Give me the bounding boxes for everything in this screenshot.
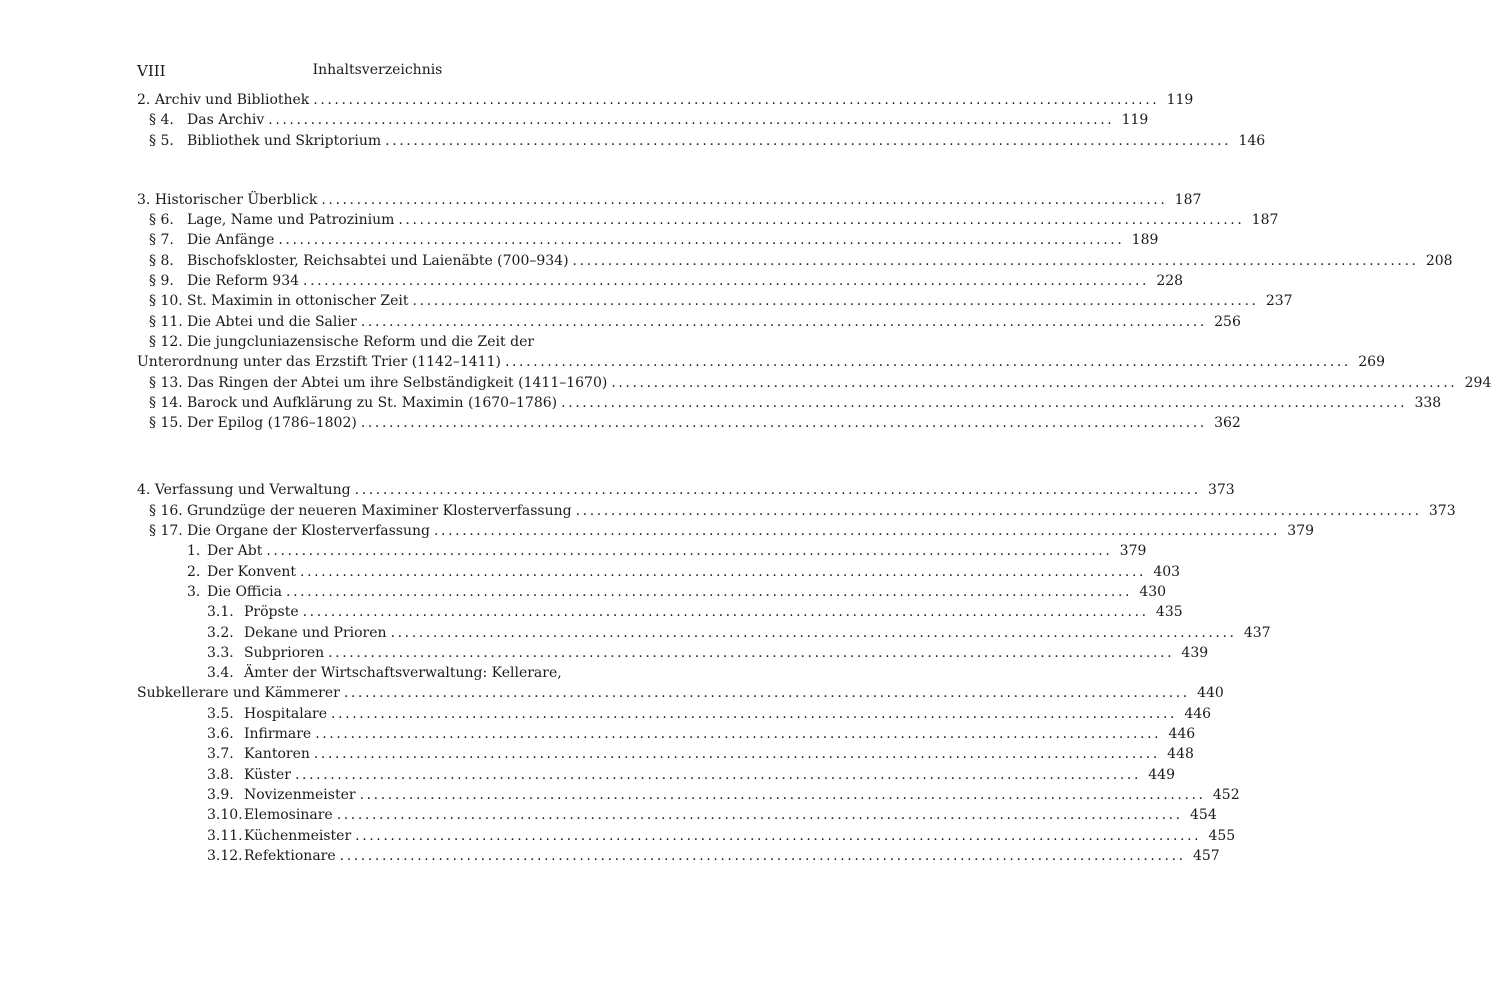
entry-number: 3.12. bbox=[207, 847, 243, 864]
entry-number: 3.5. bbox=[207, 705, 234, 722]
dot-leader: ........................................................................................................................ bbox=[303, 273, 1150, 290]
dot-leader: ........................................................................................................................ bbox=[355, 827, 1202, 844]
toc-entry bbox=[137, 805, 1217, 825]
page-number: 269 bbox=[1358, 354, 1385, 371]
page-number: 146 bbox=[1238, 132, 1266, 149]
dot-leader: ........................................................................................................................ bbox=[343, 685, 1190, 702]
entry-number: 3. bbox=[137, 191, 151, 208]
toc-entry bbox=[137, 352, 1385, 372]
page-header bbox=[137, 62, 618, 82]
entry-number: § 16. bbox=[149, 502, 183, 519]
page-number: 440 bbox=[1197, 685, 1224, 702]
entry-title: Elemosinare bbox=[244, 807, 333, 824]
toc-entry bbox=[137, 190, 1202, 210]
dot-leader: ........................................................................................................................ bbox=[412, 293, 1259, 310]
dot-leader: ........................................................................................................................ bbox=[336, 807, 1183, 824]
table-of-contents bbox=[137, 90, 1491, 866]
entry-title: Die Abtei und die Salier bbox=[187, 313, 357, 330]
dot-leader: ........................................................................................................................ bbox=[360, 415, 1207, 432]
page-number: 119 bbox=[1166, 92, 1194, 108]
entry-number: § 6. bbox=[149, 212, 174, 229]
page-number: 430 bbox=[1139, 583, 1167, 600]
entry-title: Die jungcluniazensische Reform und die Zeit der bbox=[187, 333, 535, 350]
entry-number: 3.7. bbox=[207, 746, 234, 763]
dot-leader: ........................................................................................................................ bbox=[313, 746, 1160, 763]
entry-number: § 15. bbox=[149, 415, 183, 432]
entry-number: § 9. bbox=[149, 273, 174, 290]
entry-number: 1. bbox=[187, 543, 201, 560]
toc-entry bbox=[137, 643, 1209, 663]
dot-leader: ........................................................................................................................ bbox=[572, 252, 1419, 269]
page-number: 208 bbox=[1425, 252, 1453, 269]
toc-section bbox=[137, 480, 1456, 866]
toc-entry bbox=[137, 251, 1453, 271]
entry-title: Das Archiv bbox=[187, 112, 265, 129]
entry-number: § 10. bbox=[149, 293, 183, 310]
page-number: 446 bbox=[1168, 726, 1196, 743]
page-number: 373 bbox=[1207, 482, 1235, 499]
page-number: 237 bbox=[1265, 293, 1293, 310]
page-number: 455 bbox=[1208, 827, 1236, 844]
dot-leader: ........................................................................................................................ bbox=[611, 374, 1458, 391]
dot-leader: ........................................................................................................................ bbox=[385, 132, 1232, 149]
entry-title: Der Konvent bbox=[207, 563, 297, 580]
toc-entry bbox=[137, 724, 1196, 744]
toc-entry bbox=[137, 373, 1491, 393]
dot-leader: ........................................................................................................................ bbox=[575, 502, 1422, 519]
toc-entry bbox=[137, 582, 1167, 602]
page-number: 457 bbox=[1192, 847, 1220, 864]
toc-entry bbox=[137, 521, 1315, 541]
page-number: 452 bbox=[1212, 786, 1240, 803]
entry-number: § 11. bbox=[149, 313, 183, 330]
entry-title: Küchenmeister bbox=[244, 827, 352, 844]
entry-title: Bibliothek und Skriptorium bbox=[187, 132, 382, 149]
toc-entry bbox=[137, 663, 618, 683]
running-title: Inhaltsverzeichnis bbox=[312, 62, 443, 78]
page-number: 256 bbox=[1214, 313, 1241, 330]
entry-number: 4. bbox=[137, 482, 151, 499]
toc-entry bbox=[137, 785, 1240, 805]
dot-leader: ........................................................................................................................ bbox=[300, 563, 1147, 580]
entry-number: 3.4. bbox=[207, 665, 234, 682]
toc-entry bbox=[137, 131, 1266, 151]
section-gap bbox=[137, 433, 618, 480]
toc-entry bbox=[137, 413, 1241, 433]
entry-title: Dekane und Prioren bbox=[244, 624, 387, 641]
entry-number: § 12. bbox=[149, 333, 183, 350]
page-number: 119 bbox=[1121, 112, 1149, 129]
entry-title: Der Epilog (1786–1802) bbox=[187, 415, 357, 432]
dot-leader: ........................................................................................................................ bbox=[315, 726, 1162, 743]
dot-leader: ........................................................................................................................ bbox=[354, 482, 1201, 499]
page-number: 338 bbox=[1414, 394, 1442, 411]
entry-number: 3.8. bbox=[207, 766, 234, 783]
toc-entry bbox=[137, 846, 1220, 866]
dot-leader: ........................................................................................................................ bbox=[313, 92, 1160, 108]
toc-entry bbox=[137, 332, 618, 352]
entry-number: § 5. bbox=[149, 132, 174, 149]
toc-entry bbox=[137, 480, 1235, 500]
entry-number: § 13. bbox=[149, 374, 183, 391]
page-number: 187 bbox=[1174, 191, 1202, 208]
dot-leader: ........................................................................................................................ bbox=[286, 583, 1133, 600]
entry-number: § 7. bbox=[149, 232, 174, 249]
toc-entry bbox=[137, 602, 1183, 622]
entry-title: Kantoren bbox=[244, 746, 310, 763]
dot-leader: ........................................................................................................................ bbox=[339, 847, 1186, 864]
dot-leader: ........................................................................................................................ bbox=[278, 232, 1125, 249]
toc-entry bbox=[137, 562, 1181, 582]
entry-title: St. Maximin in ottonischer Zeit bbox=[187, 293, 409, 310]
entry-title: Das Ringen der Abtei um ihre Selbständigkeit (1411–1670) bbox=[187, 374, 608, 391]
dot-leader: ........................................................................................................................ bbox=[321, 191, 1168, 208]
page-number: 228 bbox=[1156, 273, 1184, 290]
dot-leader: ........................................................................................................................ bbox=[328, 644, 1175, 661]
dot-leader: ........................................................................................................................ bbox=[434, 523, 1281, 540]
page-number: 435 bbox=[1155, 604, 1183, 621]
entry-title: Historischer Überblick bbox=[154, 191, 318, 208]
toc-entry bbox=[137, 291, 1293, 311]
entry-title: Die Anfänge bbox=[187, 232, 275, 249]
entry-title: Die Organe der Klosterverfassung bbox=[187, 523, 430, 540]
page-number: 379 bbox=[1119, 543, 1147, 560]
page-folio: VIII bbox=[137, 62, 166, 80]
entry-title: Pröpste bbox=[244, 604, 299, 621]
entry-title: Barock und Aufklärung zu St. Maximin (1670–1786) bbox=[187, 394, 558, 411]
dot-leader: ........................................................................................................................ bbox=[268, 112, 1115, 129]
entry-number: 3.9. bbox=[207, 786, 234, 803]
toc-entry bbox=[137, 312, 1241, 332]
page-number: 373 bbox=[1428, 502, 1456, 519]
entry-title: Die Officia bbox=[207, 583, 283, 600]
entry-title: Archiv und Bibliothek bbox=[154, 92, 310, 108]
entry-title: Subkellerare und Kämmerer bbox=[137, 685, 340, 702]
entry-title: Grundzüge der neueren Maximiner Klosterverfassung bbox=[187, 502, 572, 519]
dot-leader: ........................................................................................................................ bbox=[360, 313, 1207, 330]
entry-title: Lage, Name und Patrozinium bbox=[187, 212, 395, 229]
entry-title: Bischofskloster, Reichsabtei und Laienäbte (700–934) bbox=[187, 252, 569, 269]
entry-number: § 4. bbox=[149, 112, 174, 129]
entry-title: Küster bbox=[244, 766, 291, 783]
page-number: 189 bbox=[1131, 232, 1159, 249]
toc-entry bbox=[137, 271, 1184, 291]
page-number: 437 bbox=[1243, 624, 1271, 641]
entry-number: 2. bbox=[137, 92, 151, 108]
entry-title: Hospitalare bbox=[244, 705, 328, 722]
entry-number: § 17. bbox=[149, 523, 183, 540]
entry-title: Die Reform 934 bbox=[187, 273, 300, 290]
dot-leader: ........................................................................................................................ bbox=[398, 212, 1245, 229]
entry-title: Refektionare bbox=[244, 847, 336, 864]
dot-leader: ........................................................................................................................ bbox=[302, 604, 1149, 621]
page-number: 403 bbox=[1153, 563, 1181, 580]
toc-section bbox=[137, 190, 1491, 434]
page-number: 446 bbox=[1184, 705, 1212, 722]
page-number: 187 bbox=[1251, 212, 1279, 229]
entry-title: Verfassung und Verwaltung bbox=[154, 482, 351, 499]
toc-entry bbox=[137, 110, 1149, 130]
toc-entry bbox=[137, 230, 1159, 250]
toc-entry bbox=[137, 765, 1175, 785]
entry-number: 3. bbox=[187, 583, 201, 600]
entry-number: 2. bbox=[187, 563, 201, 580]
dot-leader: ........................................................................................................................ bbox=[504, 354, 1351, 371]
toc-entry bbox=[137, 704, 1212, 724]
toc-entry bbox=[137, 623, 1271, 643]
section-gap bbox=[137, 151, 618, 190]
dot-leader: ........................................................................................................................ bbox=[266, 543, 1113, 560]
toc-entry bbox=[137, 393, 1442, 413]
entry-number: 3.2. bbox=[207, 624, 234, 641]
entry-title: Ämter der Wirtschaftsverwaltung: Kellerare, bbox=[244, 665, 562, 682]
dot-leader: ........................................................................................................................ bbox=[294, 766, 1141, 783]
entry-title: Der Abt bbox=[207, 543, 263, 560]
toc-entry bbox=[137, 826, 1236, 846]
entry-number: § 14. bbox=[149, 394, 183, 411]
dot-leader: ........................................................................................................................ bbox=[561, 394, 1408, 411]
toc-entry bbox=[137, 90, 1194, 110]
toc-entry bbox=[137, 683, 1224, 703]
page-number: 379 bbox=[1287, 523, 1315, 540]
entry-title: Subprioren bbox=[244, 644, 325, 661]
toc-entry bbox=[137, 210, 1279, 230]
entry-number: 3.3. bbox=[207, 644, 234, 661]
dot-leader: ........................................................................................................................ bbox=[359, 786, 1206, 803]
toc-section bbox=[137, 90, 1266, 151]
entry-number: § 8. bbox=[149, 252, 174, 269]
page-number: 448 bbox=[1167, 746, 1194, 763]
entry-title: Infirmare bbox=[244, 726, 312, 743]
page-number: 449 bbox=[1148, 766, 1175, 783]
page-number: 439 bbox=[1181, 644, 1209, 661]
entry-number: 3.1. bbox=[207, 604, 234, 621]
dot-leader: ........................................................................................................................ bbox=[331, 705, 1178, 722]
page-number: 362 bbox=[1214, 415, 1241, 432]
entry-title: Novizenmeister bbox=[244, 786, 356, 803]
page-number: 294 bbox=[1464, 374, 1491, 391]
page-number: 454 bbox=[1190, 807, 1217, 824]
dot-leader: ........................................................................................................................ bbox=[390, 624, 1237, 641]
toc-entry bbox=[137, 501, 1456, 521]
toc-entry bbox=[137, 541, 1147, 561]
entry-number: 3.11. bbox=[207, 827, 243, 844]
entry-number: 3.6. bbox=[207, 726, 234, 743]
toc-entry bbox=[137, 744, 1194, 764]
entry-number: 3.10. bbox=[207, 807, 243, 824]
entry-title: Unterordnung unter das Erzstift Trier (1142–1411) bbox=[137, 354, 501, 371]
